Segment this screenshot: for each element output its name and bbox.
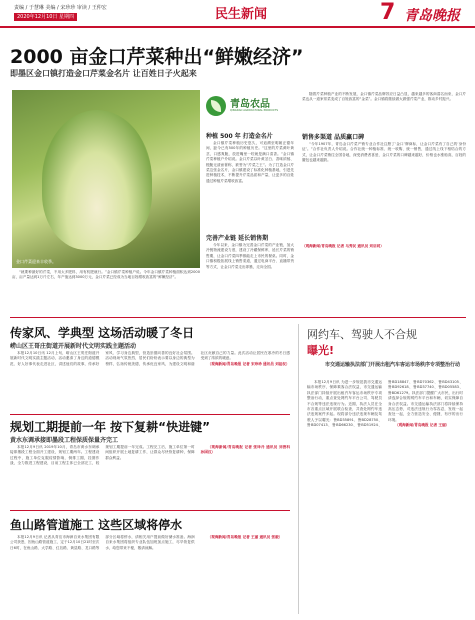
divider: [10, 317, 466, 318]
article4-body: 本报12月9日讯 记者从青岛市海润自来水集团有限公司获悉，因鱼山路管道施工，定于12月10日21时至次日6时，在鱼山路、大学路、红岛路、黄县路、龙口路等部分区域将停水，请相关用户提前做好储水准备。海润自来水集团将组织专业队伍加班加点施工，尽早恢复供水，给您带来不便，敬请谅解。 （观海新闻/青岛晚报 记者 王丽 通讯员 张毅）: [10, 535, 283, 550]
article5-subheadline: 市交通运输执法部门开展出租汽车客运市场秩序专项整治行动: [325, 362, 461, 368]
article2-subheadline: 崂山区王哥庄街道开展新时代文明实践主题活动: [10, 343, 137, 350]
lead-section-head-2: 完善产业链 延长销售期: [206, 235, 269, 242]
leaf-icon: [206, 96, 226, 116]
page-header: [0, 0, 475, 28]
article2-headline: 传家风、学典型 这场活动暖了冬日: [10, 326, 195, 340]
celery-bunch-shape: [42, 110, 152, 250]
article5-headline-2: 曝光!: [307, 344, 335, 357]
newspaper-logo: 青岛晚报: [404, 8, 460, 24]
lead-body-col-d: “今年1907年，青岛金口芹菜产销专业合作社注册了‘金口’牌商标，让金口芹菜有了自己的‘身份证’。”合作社负责人介绍说。合作社统一种植标准、统一收购、统一销售，通过线上线下相结合的方式，让金口芹菜销往全国各地，深受消费者喜爱，金口芹菜的口碑越来越好，价格也水涨船高，百姓的腰包也越来越鼓。: [302, 142, 466, 163]
lead-headline: 2000 亩金口芹菜种出“鲜嫩经济”: [10, 46, 304, 68]
lead-intro: “就要种最好的芹菜，不用太多肥料，用有机肥就行。”金口镇芹菜种植户说。今年金口镇芹菜种植面积达到2000亩，亩产量达到1万斤左右，年产值达到3000万元，金口芹菜已经成为当地百姓增收致富的“鲜嫩经济”。: [12, 270, 200, 280]
article5-box: [298, 324, 466, 614]
article2-body: 本报12月10日讯 12月上旬，崂山区王哥庄街道开展新时代文明实践主题活动，活动邀请了身边的道德模范、好人好事代表走进社区，讲述他们的故事，传承好家风、学习身边典型，营造崇德向善的良好社会氛围。活动现场气氛热烈，居民们纷纷表示要以身边的典型为榜样，弘扬传统美德，传承优良家风，为建设文明和谐社区贡献自己的力量。此次活动让居民在寒冷的冬日感受到了浓浓的暖意。 （观海新闻/青岛晚报 记者 宋珍珍 通讯员 刘祖权）: [10, 351, 290, 366]
lead-section-head-3: 销售多渠道 品质赢口碑: [302, 134, 365, 141]
lead-body-col-b: 今年以来，金口镇为完善金口芹菜的产业链，加大冷链物流建设力度，建设了冷藏保鲜库，延长芹菜的销售期，让金口芹菜四季都能走上市民的餐桌。同时，金口镇积极拓展线上销售渠道，通过电商平台、直播带货等方式，让金口芹菜走出即墨，走向全国。: [206, 243, 294, 269]
qingdao-agri-badge: [206, 94, 292, 124]
divider: [10, 510, 290, 511]
lead-section-head-1: 种植 500 年 打造金名片: [206, 133, 273, 140]
issue-date: 2020年12月10日 星期四: [14, 13, 77, 21]
article3-headline: 规划工期提前一年 按下复耕“快进键”: [10, 420, 210, 434]
article5-headline-1: 网约车、驾驶人不合规: [307, 328, 417, 341]
lead-body-col-a: 金口镇芹菜种植历史悠久，可追溯至明朝正德年间，距今已有500年的种植历史。“这里的芹菜黄叶黄茎，口感爽脆，放进嘴里一咬就是满口清香。”金口镇芹菜种植户介绍说。金口芹菜以叶黄茎白、香味浓郁、梗脆无渣而著称，被誉为“芹菜之王”。为了打造金口芹菜这张金名片，金口镇建设了标准化种植基地，引进先进种植技术，不断提升芹菜品质和产量，让更多的百姓通过种植芹菜增收致富。: [206, 141, 294, 183]
article3-body: 本报12月9日讯 2019年10月，青岛市黄水东调承接即墨段工程全面开工建设，规划工期两年。工程建设过程中，施工单位克服疫情影响，倒排工期，挂图作战，全力推进工程建设，目前工程主体已全部完工，较规划工期提前一年完成。工程完工后，施工单位第一时间组织开展土地复耕工作，让群众尽快恢复耕种，保障群众利益。 （观海新闻/青岛晚报 记者 张译丹 通讯员 刘善科 孙国汉）: [10, 445, 290, 466]
article4-headline: 鱼山路管道施工 这些区域将停水: [10, 518, 183, 532]
lead-body-col-c: 随着芹菜种植产业的不断发展，金口镇芹菜品牌效应日益凸显，越来越多的客商慕名而来，金口芹菜也从一道家常菜变成了百姓致富的“金菜”。金口镇将继续做大做强芹菜产业，推动乡村振兴。: [302, 92, 466, 102]
lead-subheadline: 即墨区金口镇打造金口芹菜金名片 让百姓日子火起来: [10, 69, 197, 78]
editor-line: 责编 / 于慧琳 美编 / 宋珍珍 审读 / 王仲宏: [14, 5, 107, 11]
photo-caption: 金口芹菜迎来丰收季。: [16, 259, 56, 264]
badge-title: 青岛农品: [230, 99, 270, 110]
article5-body: 本报12月9日讯 为进一步规范我市交通运输市场秩序，保障乘客合法权益，市交通运输执法部门持续开展出租汽车客运市场秩序专项整治行动，重点查处网约车平台公司、驾驶员不合规等违法违规行为。近期，执法人员在全市各重点区域开展联合检查，共查处网约车违法违规案件多起。现将部分违法违规车辆及驾驶人予以曝光：鲁BD35891、鲁BD28750、鲁BD07413、鲁BD66230、鲁BD51924、鲁BD18847、鲁BD70362、鲁BD43105、鲁BD92618、鲁BD37740、鲁BD05583、鲁BD61279。执法部门提醒广大市民，出行时请选择合规的网约车平台和车辆，切实保障自身合法权益。市交通运输执法部门将持续保持高压态势，对违法违规行为零容忍，发现一起查处一起，全力营造安全、便捷、有序的出行环境。 （观海新闻/青岛晚报 记者 王丽）: [307, 380, 463, 428]
article3-subheadline: 黄水东调承接即墨段工程保质保量齐完工: [10, 437, 119, 444]
celery-photo: [12, 90, 200, 268]
page-number: 7: [380, 0, 396, 25]
badge-subtitle: QINGDAO AGRICULTURAL PRODUCTS: [230, 109, 278, 112]
lead-byline: （观海新闻/青岛晚报 记者 马秀民 通讯员 刘启同）: [302, 244, 384, 248]
divider: [10, 414, 290, 415]
section-name: 民生新闻: [215, 7, 268, 22]
